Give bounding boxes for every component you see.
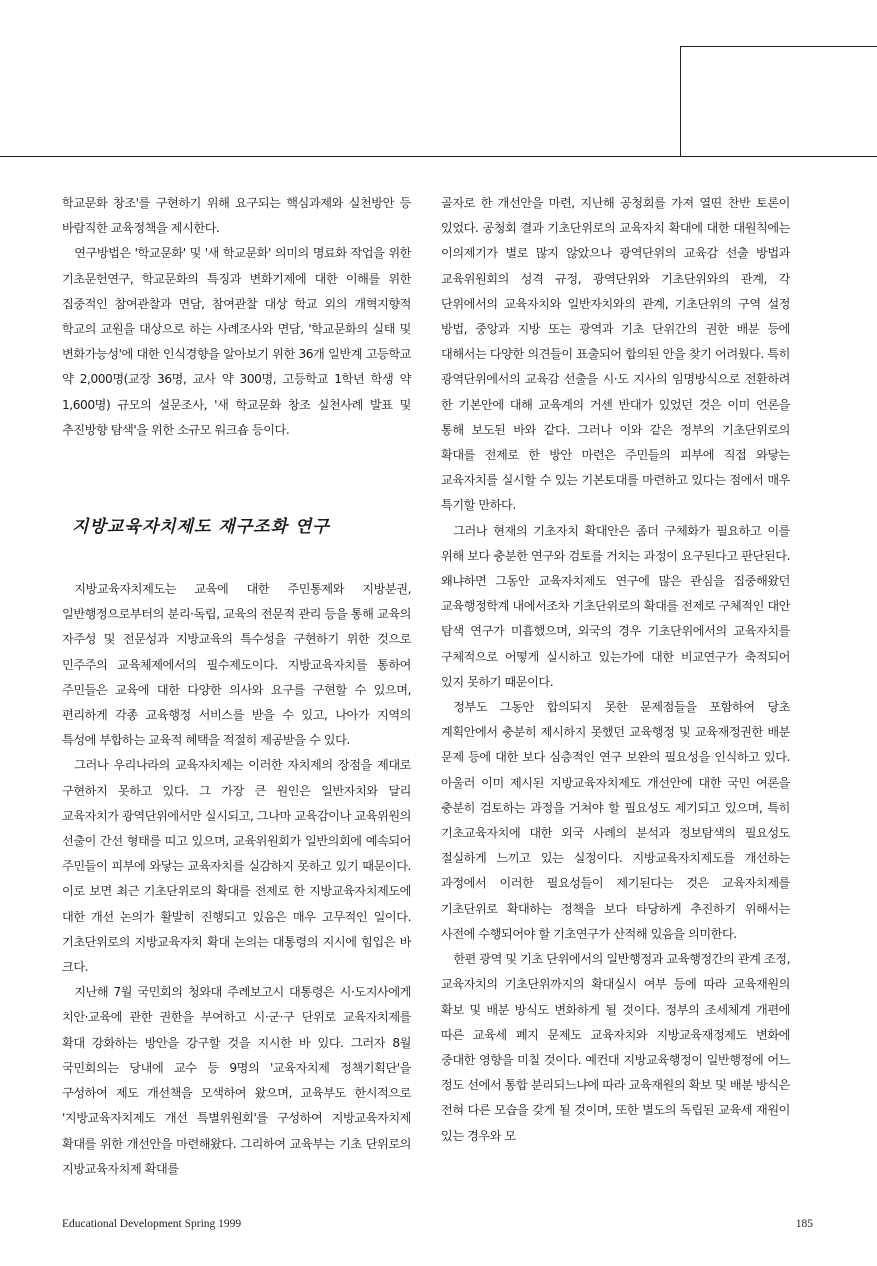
left-paragraph-5: 지난해 7월 국민회의 청와대 주례보고시 대통령은 시·도지사에게 치안·교육에 관한 권한을 부여하고 시·군·구 단위로 교육자치제를 확대 강화하는 방안을 강구할 것을 지시한 바 있다. 그러자 8월 국민회의는 당내에 교수 등 9명의 '교육자치제 정책기획단'을 구성하여 제도 개선책을 모색하여 왔으며, 교육부도 한시적으로 '지방교육자치제도 개선 특별위원회'를 구성하여 지방교육자치제 확대를 위한 개선안을 마련해왔다. 그리하여 교육부는 기초 단위로의 지방교육자치제 확대를 xyxy=(62,985,411,1176)
header-rule-long xyxy=(0,156,877,157)
left-paragraph-4: 그러나 우리나라의 교육자치제는 이러한 자치제의 장점을 제대로 구현하지 못하고 있다. 그 가장 큰 원인은 일반자치와 달리 교육자치가 광역단위에서만 실시되고, 그나마 교육감이나 교육위원의 선출이 간선 형태를 띠고 있으며, 교육위원회가 일반의회에 예속되어 주민들이 피부에 와닿는 교육자치를 실감하지 못하고 있기 때문이다. 이로 보면 최근 기초단위로의 확대를 전제로 한 지방교육자치제도에 대한 개선 논의가 활발히 진행되고 있음은 매우 고무적인 일이다. 기초단위로의 지방교육자치 확대 논의는 대통령의 지시에 힘입은 바 크다. xyxy=(62,758,411,975)
right-column xyxy=(441,191,790,1149)
right-paragraph-3: 정부도 그동안 합의되지 못한 문제점들을 포함하여 당초 계획안에서 충분히 제시하지 못했던 교육행정 및 교육재정권한 배분 문제 등에 대한 보다 심층적인 연구 보완의 필요성을 인식하고 있다. 아울러 이미 제시된 지방교육자치제도 개선안에 대한 국민 여론을 충분히 검토하는 과정을 거쳐야 할 필요성도 제기되고 있으며, 특히 기초교육자치에 대한 외국 사례의 분석과 정보탐색의 필요성도 절실하게 느끼고 있는 실정이다. 지방교육자치제도를 개선하는 과정에서 이러한 필요성들이 제기된다는 것은 교육자치제를 기초단위로 확대하는 정책을 보다 타당하게 추진하기 위해서는 사전에 수행되어야 할 기초연구가 산적해 있음을 의미한다. xyxy=(441,700,790,941)
header-rule-short xyxy=(680,46,877,47)
right-paragraph-2: 그러나 현재의 기초자치 확대안은 좀더 구체화가 필요하고 이를 위해 보다 충분한 연구와 검토를 거치는 과정이 요구된다고 판단된다. 왜냐하면 그동안 교육자치제도 연구에 많은 관심을 집중해왔던 교육행정학계 내에서조차 기초단위로의 확대를 전제로 구체적인 대안 탐색 연구가 미흡했으며, 외국의 경우 기초단위에서의 교육자치를 구체적으로 어떻게 실시하고 있는가에 대한 비교연구가 축적되어 있지 못하기 때문이다. xyxy=(441,523,790,689)
right-paragraph-4: 한편 광역 및 기초 단위에서의 일반행정과 교육행정간의 관계 조정, 교육자치의 기초단위까지의 확대실시 여부 등에 따라 교육재원의 확보 및 배분 방식도 변화하게 될 것이다. 정부의 조세체계 개편에 따른 교육세 폐지 문제도 교육자치와 지방교육재정제도 변화에 중대한 영향을 미칠 것이다. 예컨대 지방교육행정이 일반행정에 어느 정도 선에서 통합 분리되느냐에 따라 교육재원의 확보 및 배분 방식은 전혀 다른 모습을 갖게 될 것이며, 또한 별도의 독립된 교육세 재원이 있는 경우와 모 xyxy=(441,952,790,1143)
section-spacer xyxy=(62,443,411,515)
left-paragraph-3: 지방교육자치제도는 교육에 대한 주민통제와 지방분권, 일반행정으로부터의 분리·독립, 교육의 전문적 관리 등을 통해 교육의 자주성 및 전문성과 지방교육의 특수성을 구현하기 위한 것으로 민주주의 교육체제에서의 필수제도이다. 지방교육자치를 통하여 주민들은 교육에 대한 다양한 의사와 요구를 구현할 수 있으며, 편리하게 각종 교육행정 서비스를 받을 수 있고, 나아가 지역의 특성에 부합하는 교육적 혜택을 적절히 제공받을 수 있다. xyxy=(62,582,411,748)
left-column xyxy=(62,191,411,1182)
left-paragraph-2: 연구방법은 '학교문화' 및 '새 학교문화' 의미의 명료화 작업을 위한 기초문헌연구, 학교문화의 특징과 변화기제에 대한 이해를 위한 집중적인 참여관찰과 면담, 참여관찰 대상 학교 외의 개혁지향적 학교의 교원을 대상으로 하는 사례조사와 면담, '학교문화의 실태 및 변화가능성'에 대한 인식경향을 알아보기 위한 36개 일반계 고등학교 약 2,000명(교장 36명, 교사 약 300명, 고등학교 1학년 학생 약 1,600명) 규모의 설문조사, '새 학교문화 창조 실천사례 발표 및 추진방향 탐색'을 위한 소규모 워크숍 등이다. xyxy=(62,246,411,437)
section-heading: 지방교육자치제도 재구조화 연구 xyxy=(72,517,330,538)
header-rule-vertical xyxy=(680,46,681,157)
right-paragraph-1: 골자로 한 개선안을 마련, 지난해 공청회를 가져 열띤 찬반 토론이 있었다. 공청회 결과 기초단위로의 교육자치 확대에 대한 대원칙에는 이의제기가 별로 많지 않았으나 광역단위의 교육감 선출 방법과 교육위원회의 성격 규정, 광역단위와 기초단위와의 관계, 각 단위에서의 교육자치와 일반자치와의 관계, 기초단위의 구역 설정 방법, 중앙과 지방 또는 광역과 기초 단위간의 권한 배분 등에 대해서는 다양한 의견들이 표출되어 합의된 안을 찾기 어려웠다. 특히 광역단위에서의 교육감 선출을 시·도 지사의 임명방식으로 전환하려 한 기본안에 대해 교육계의 거센 반대가 있었던 것은 이미 언론을 통해 보도된 바와 같다. 그러나 이와 같은 정부의 기초단위로의 확대를 전제로 한 방안 마련은 주민들의 피부에 직접 와닿는 교육자치를 실시할 수 있는 기본토대를 마련하고 있다는 점에서 매우 특기할 만하다. xyxy=(441,196,790,513)
footer-journal: Educational Development Spring 1999 xyxy=(62,1218,242,1230)
footer-page-number: 185 xyxy=(795,1218,813,1230)
left-paragraph-1: 학교문화 창조'를 구현하기 위해 요구되는 핵심과제와 실천방안 등 바람직한 교육정책을 제시한다. xyxy=(62,196,411,236)
